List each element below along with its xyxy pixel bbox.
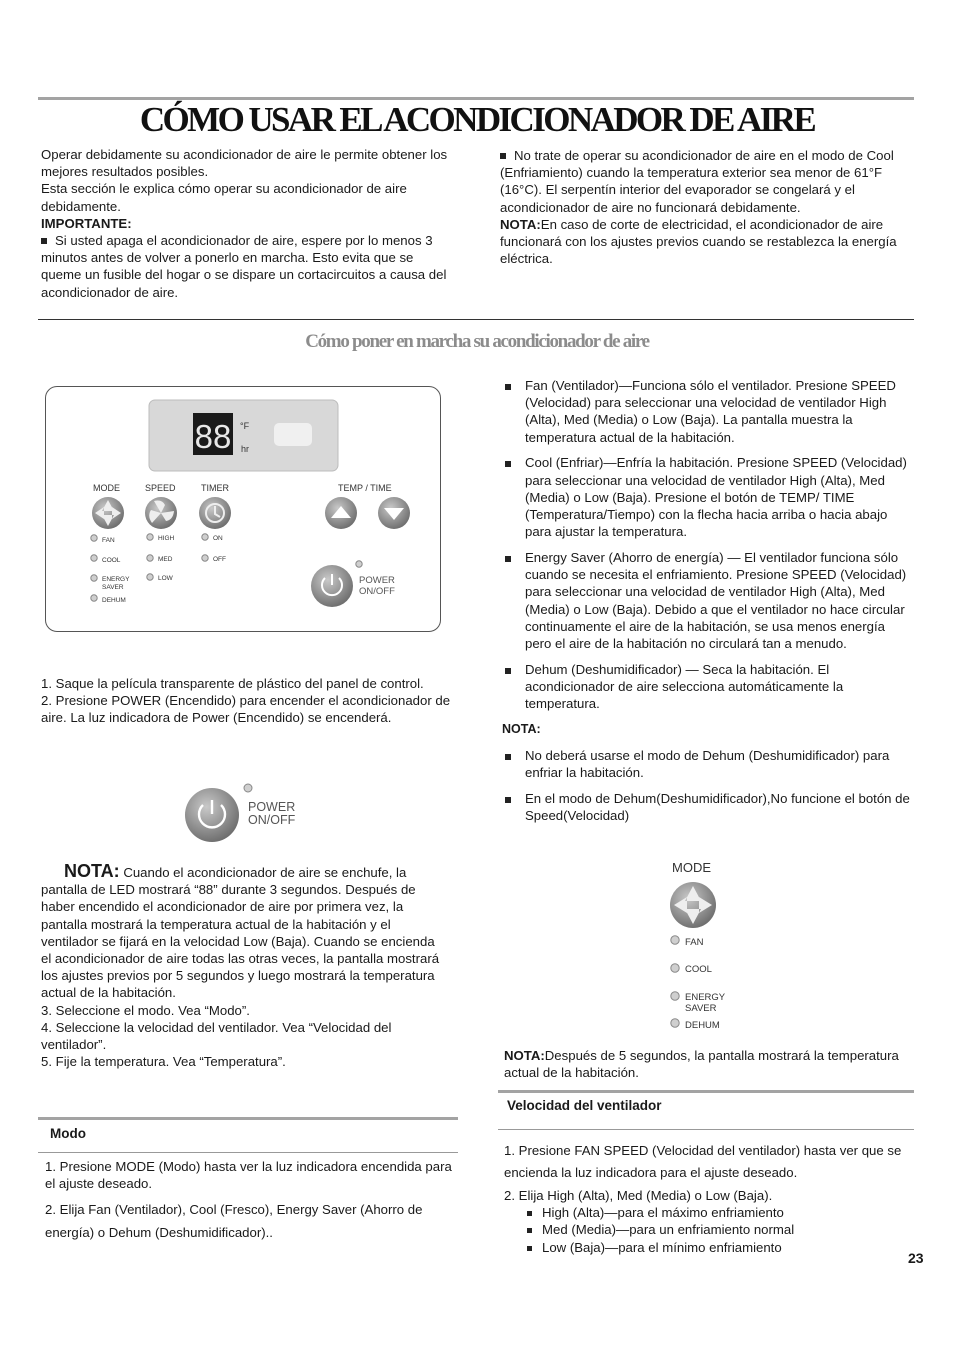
velocidad-rule <box>498 1090 914 1093</box>
step-4: 4. Seleccione la velocidad del ventilador. Vea “Velocidad del ventilador”. <box>41 1019 392 1053</box>
low-indicator-light <box>147 574 153 580</box>
led-digits: 88 <box>194 418 232 455</box>
speed-options <box>524 1204 904 1256</box>
bullet-icon <box>500 153 506 159</box>
step-5: 5. Fije la temperatura. Vea “Temperatura”. <box>41 1054 286 1070</box>
dehum-label: DEHUM <box>102 597 126 604</box>
energy-saver-indicator-light <box>671 992 679 1000</box>
timer-on-label: ON <box>213 535 223 542</box>
power-indicator-light <box>244 784 252 792</box>
nota-block <box>41 863 441 1070</box>
nota-label: NOTA: <box>504 1048 545 1063</box>
intro-left <box>41 146 451 301</box>
section-rule <box>38 319 914 320</box>
important-label: IMPORTANTE: <box>41 215 132 231</box>
low-label: LOW <box>158 575 173 582</box>
energy-label: ENERGY <box>102 576 130 583</box>
on-off-label: ON/OFF <box>359 586 395 597</box>
energy-label: ENERGY <box>685 992 726 1003</box>
nota-item-2: En el modo de Dehum(Deshumidificador),No funcione el botón de Speed(Velocidad) <box>499 790 913 824</box>
power-label: POWER <box>359 575 395 586</box>
fan-mode-item: Fan (Ventilador)—Funciona sólo el ventilador. Presione SPEED (Velocidad) para seleccionar una velocidad de ventilador High (Alta), Med (Media) o Low (Baja). La pantalla muestra la temperatura actual de la habitación. <box>499 377 913 446</box>
important-text: Si usted apaga el acondicionador de aire, espere por lo menos 3 minutos antes de volver a ponerlo en marcha. Esto evita que se queme un fusible del hogar o se dispare un cortacircuitos a causa del acondicionador de aire. <box>41 233 447 300</box>
page-number: 23 <box>908 1250 924 1266</box>
fan-label: FAN <box>102 537 115 544</box>
mode-label: MODE <box>672 860 711 875</box>
right-nota-label: NOTA: <box>502 722 541 737</box>
modo-step-2: 2. Elija Fan (Ventilador), Cool (Fresco), Energy Saver (Ahorro de energía) o Dehum (Deshumidificador).. <box>45 1202 423 1241</box>
speed-option-med: Med (Media)—para un enfriamiento normal <box>524 1221 904 1238</box>
nota-item-1: No deberá usarse el modo de Dehum (Deshumidificador) para enfriar la habitación. <box>499 747 913 781</box>
med-label: MED <box>158 556 173 563</box>
power-button[interactable] <box>311 565 353 607</box>
high-indicator-light <box>147 534 153 540</box>
intro-right <box>500 147 905 267</box>
mode-button[interactable] <box>670 882 716 928</box>
energy-saver-mode-item: Energy Saver (Ahorro de energía) — El ventilador funciona sólo cuando se necesita el enfriamiento. Presione SPEED (Velocidad) para seleccionar una velocidad de ventilador High (Alta), Med (Media) o Low (Baja). Debido a que el ventilador no hace circular continuamente el aire de la habitación, se usa menos energía pero el aire de la habitación no circulará tan a menudo. <box>499 549 913 652</box>
timer-button[interactable] <box>199 497 231 529</box>
high-label: HIGH <box>158 535 175 542</box>
modo-step-1: 1. Presione MODE (Modo) hasta ver la luz indicadora encendida para el ajuste deseado. <box>45 1159 452 1192</box>
cool-label: COOL <box>685 964 712 975</box>
cool-indicator-light <box>91 555 97 561</box>
remote-sensor-window <box>274 423 312 446</box>
control-panel-svg <box>46 387 440 631</box>
modo-heading: Modo <box>50 1126 86 1141</box>
power-label: POWER <box>248 800 296 814</box>
fan-indicator-light <box>671 936 679 944</box>
temp-time-label: TEMP / TIME <box>338 483 392 493</box>
nota-paragraph <box>41 863 441 1002</box>
mode-button[interactable] <box>92 497 124 529</box>
fan-indicator-light <box>91 535 97 541</box>
dehum-label: DEHUM <box>685 1020 720 1031</box>
velocidad-underline <box>498 1129 914 1130</box>
velocidad-heading: Velocidad del ventilador <box>507 1098 662 1113</box>
modo-rule <box>38 1117 458 1120</box>
speed-option-high: High (Alta)—para el máximo enfriamiento <box>524 1204 904 1221</box>
power-indicator-light <box>356 561 362 567</box>
cool-mode-item: Cool (Enfriar)—Enfría la habitación. Presione SPEED (Velocidad) para seleccionar una velocidad de ventilador High (Alta), Med (Media) o Low (Baja). Presione el botón de TEMP/ TIME (Temperatura/Tiempo) con la flecha hacia arriba o hacia abajo para ajustar la temperatura. <box>499 454 913 540</box>
speed-button[interactable] <box>145 497 177 529</box>
intro-paragraph-2: Esta sección le explica cómo operar su acondicionador de aire debidamente. <box>41 181 407 214</box>
energy-saver-indicator-light <box>91 575 97 581</box>
power-button-figure <box>180 780 320 846</box>
start-steps <box>41 675 451 727</box>
cool-warning <box>500 147 905 216</box>
display-note-text <box>504 1047 904 1081</box>
timer-off-indicator-light <box>202 555 208 561</box>
saver-label: SAVER <box>685 1003 717 1014</box>
timer-on-indicator-light <box>202 534 208 540</box>
control-panel-figure <box>45 386 441 632</box>
velocidad-steps <box>504 1140 904 1256</box>
unit-fahrenheit: °F <box>240 421 250 431</box>
nota-text: Cuando el acondicionador de aire se enchufe, la pantalla de LED mostrará “88” durante 3 segundos. Después de haber encendido el acondicionador de aire por primera vez, la pantalla mostrará la temperatura actual de la habitación y el ventilador se fijará en la velocidad Low (Baja). Cuando se encienda el acondicionador de aire todas las otras veces, la pantalla mostrará los ajustes previos por 5 segundos y luego mostrará la temperatura actual de la habitación. <box>41 865 440 1001</box>
dehum-mode-item: Dehum (Deshumidificador) — Seca la habitación. El acondicionador de aire selecciona automáticamente la temperatura. <box>499 661 913 713</box>
saver-label: SAVER <box>102 584 124 591</box>
modo-underline <box>38 1152 458 1153</box>
step-2: 2. Presione POWER (Encendido) para encender el acondicionador de aire. La luz indicadora de Power (Encendido) se encenderá. <box>41 693 451 726</box>
mode-descriptions <box>499 377 913 833</box>
speed-option-low: Low (Baja)—para el mínimo enfriamiento <box>524 1239 904 1256</box>
on-off-label: ON/OFF <box>248 813 296 827</box>
step-3: 3. Seleccione el modo. Vea “Modo”. <box>41 1002 250 1018</box>
temp-up-button[interactable] <box>325 497 357 529</box>
unit-hour: hr <box>241 444 250 454</box>
step-1: 1. Saque la película transparente de plástico del panel de control. <box>41 676 424 691</box>
cool-indicator-light <box>671 964 679 972</box>
section-subtitle: Cómo poner en marcha su acondicionador de aire <box>305 331 649 352</box>
important-bullet <box>41 232 451 301</box>
dehum-indicator-light <box>91 595 97 601</box>
cool-label: COOL <box>102 557 121 564</box>
mode-label: MODE <box>93 483 120 493</box>
bullet-icon <box>41 238 47 244</box>
speed-label: SPEED <box>145 483 176 493</box>
note-text: En caso de corte de electricidad, el acondicionador de aire funcionará con los ajustes previos cuando se restablezca la energía eléctrica. <box>500 216 897 267</box>
display-note <box>504 1047 904 1081</box>
velocidad-step-2: 2. Elija High (Alta), Med (Media) o Low (Baja). <box>504 1188 773 1203</box>
dehum-indicator-light <box>671 1019 679 1027</box>
fan-label: FAN <box>685 937 704 948</box>
cool-warning-text: No trate de operar su acondicionador de aire en el modo de Cool (Enfriamiento) cuando la temperatura exterior sea menor de 61°F (16°C). El serpentín interior del evaporador se congelará y el acondicionador de aire no funcionará debidamente. <box>500 148 894 215</box>
med-indicator-light <box>147 555 153 561</box>
power-outage-note <box>500 216 905 268</box>
intro-paragraph-1: Operar debidamente su acondicionador de aire le permite obtener los mejores resultados posibles. <box>41 147 448 180</box>
temp-down-button[interactable] <box>378 497 410 529</box>
note-label: NOTA: <box>500 216 541 232</box>
nota-label: NOTA: <box>64 861 120 881</box>
nota-text: Después de 5 segundos, la pantalla mostrará la temperatura actual de la habitación. <box>504 1048 899 1081</box>
mode-selector-figure <box>660 855 770 1035</box>
page-title: CÓMO USAR EL ACONDICIONADOR DE AIRE <box>139 100 815 139</box>
timer-off-label: OFF <box>213 556 226 563</box>
modo-steps <box>45 1158 457 1244</box>
power-button[interactable] <box>185 788 239 842</box>
timer-label: TIMER <box>201 483 229 493</box>
velocidad-step-1: 1. Presione FAN SPEED (Velocidad del ventilador) hasta ver que se encienda la luz indicadora para el ajuste deseado. <box>504 1143 902 1180</box>
